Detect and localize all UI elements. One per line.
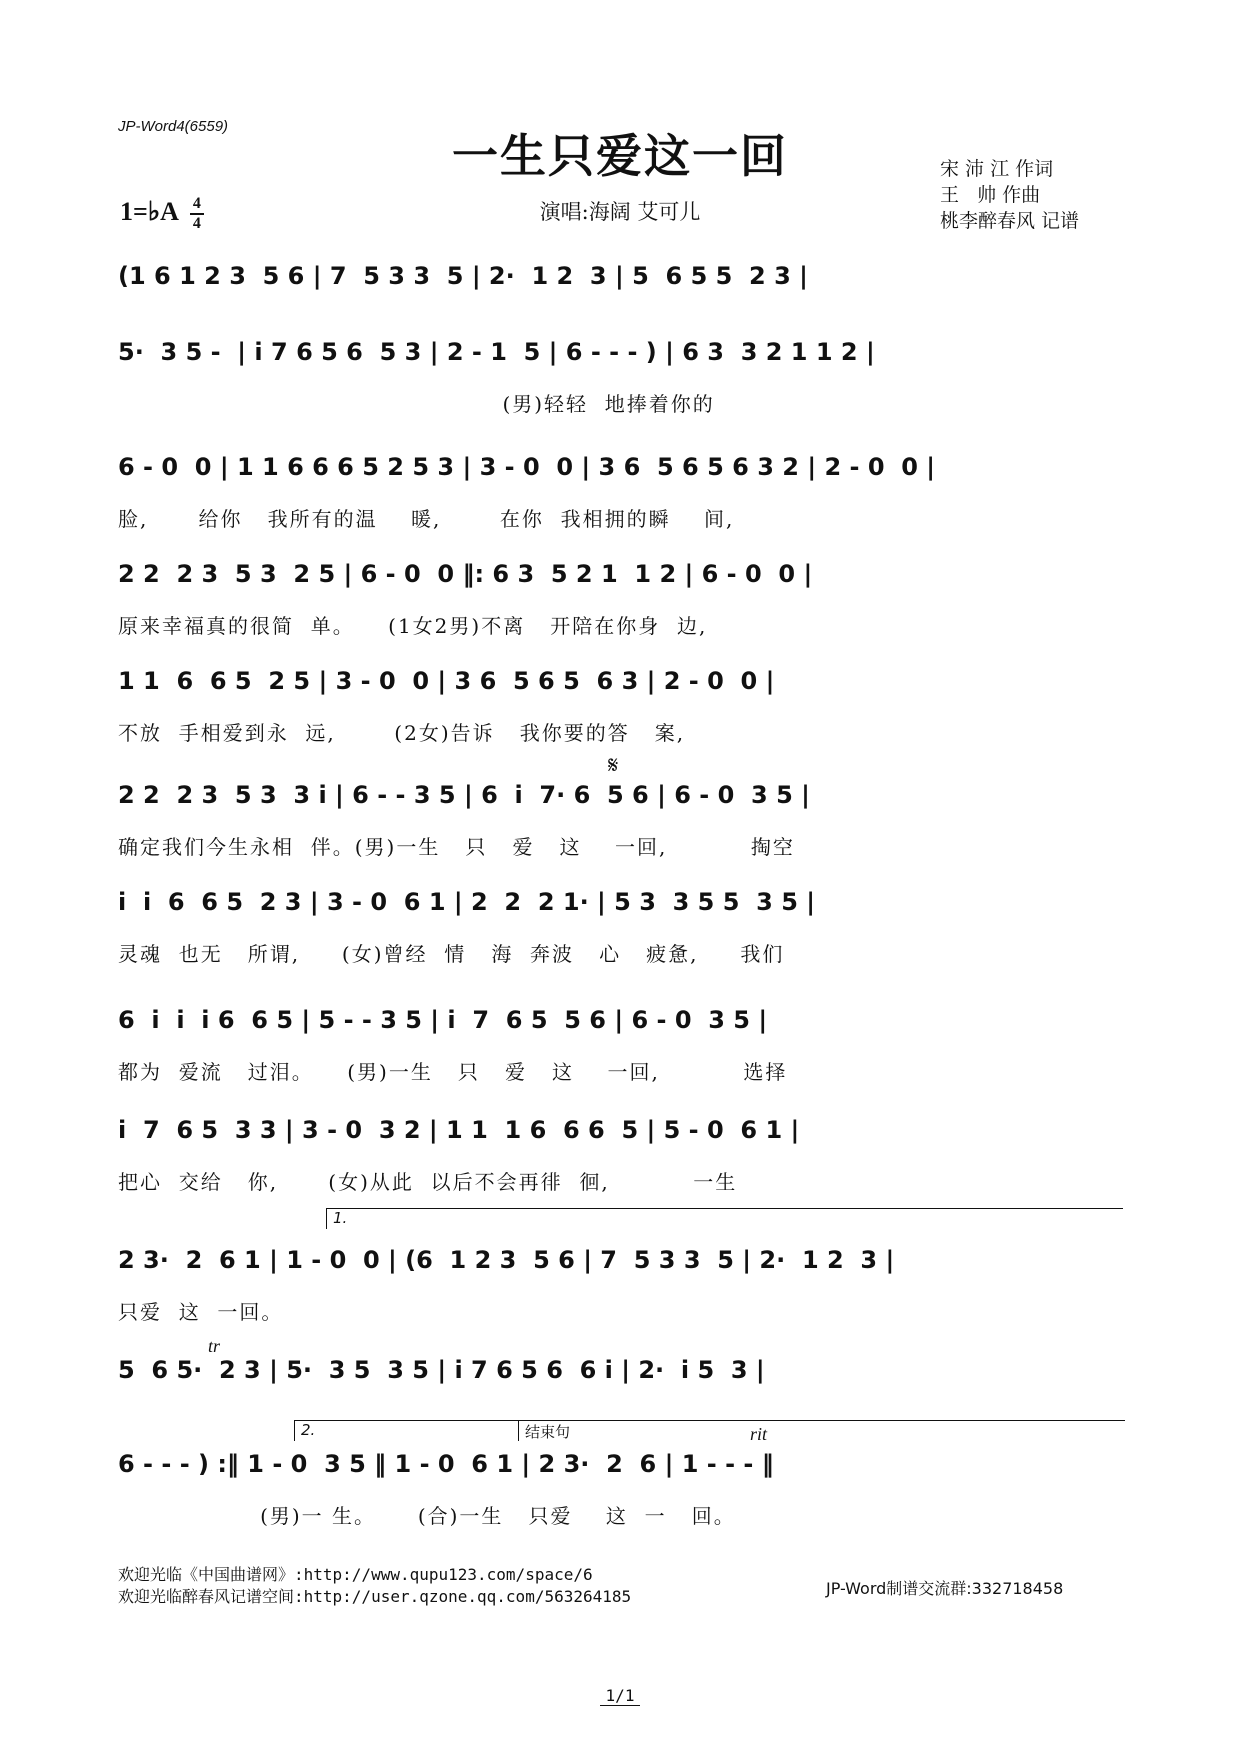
- singer-line: 演唱:海阔 艾可儿: [539, 200, 701, 224]
- notes: (1 6 1 2 3 5 6 | 7 5 3 3 5 | 2· 1 2 3 | 5 6 5 5 2 3 |: [118, 262, 808, 290]
- lyrics: 确定我们今生永相 伴。(男)一生 只 爱 这 一回, 掏空: [118, 835, 795, 859]
- notes: 5· 3 5 - | i 7 6 5 6 5 3 | 2 - 1 5 | 6 - - - ) | 6 3 3 2 1 1 2 |: [118, 338, 875, 366]
- software-label: JP-Word4(6559): [118, 118, 229, 135]
- transcriber: 桃李醉春风 记谱: [940, 210, 1080, 232]
- lyricist: 宋 沛 江 作词: [940, 158, 1054, 180]
- page-number: [0, 1686, 1240, 1705]
- trill-mark: tr: [208, 1336, 221, 1356]
- notes: i i 6 6 5 2 3 | 3 - 0 6 1 | 2 2 2 1· | 5 3 3 5 5 3 5 |: [118, 888, 816, 916]
- notes: 6 - 0 0 | 1 1 6 6 6 5 2 5 3 | 3 - 0 0 | 3 6 5 6 5 6 3 2 | 2 - 0 0 |: [118, 453, 936, 481]
- lyrics: 脸, 给你 我所有的温 暖, 在你 我相拥的瞬 间,: [118, 507, 735, 531]
- notes: 6 i i i 6 6 5 | 5 - - 3 5 | i 7 6 5 5 6 | 6 - 0 3 5 |: [118, 1006, 768, 1034]
- notes: 5 6 5· 2 3 | 5· 3 5 3 5 | i 7 6 5 6 6 i | 2· i 5 3 |: [118, 1356, 765, 1384]
- segno-mark: 𝄋: [608, 753, 619, 779]
- time-top: 4: [192, 195, 201, 212]
- key-text: 1=♭A: [120, 196, 178, 226]
- notes: 2 3· 2 6 1 | 1 - 0 0 | (6 1 2 3 5 6 | 7 5 3 3 5 | 2· 1 2 3 |: [118, 1246, 895, 1274]
- group-info: JP-Word制谱交流群:332718458: [826, 1579, 1064, 1598]
- notes: 6 - - - ) :‖ 1 - 0 3 5 ‖ 1 - 0 6 1 | 2 3· 2 6 | 1 - - - ‖: [118, 1450, 774, 1478]
- lyrics: (男)一 生。 (合)一生 只爱 这 一 回。: [118, 1504, 736, 1528]
- song-title: 一生只爱这一回: [452, 129, 788, 183]
- lyrics: 把心 交给 你, (女)从此 以后不会再徘 徊, 一生: [118, 1170, 738, 1194]
- lyrics: (男)轻轻 地捧着你的: [118, 392, 715, 416]
- notes: 2 2 2 3 5 3 3 i | 6 - - 3 5 | 6 i 7· 6 5 6 | 6 - 0 3 5 |: [118, 781, 810, 809]
- footer-links: [118, 1564, 631, 1608]
- notes: 1 1 6 6 5 2 5 | 3 - 0 0 | 3 6 5 6 5 6 3 | 2 - 0 0 |: [118, 667, 775, 695]
- lyrics: 都为 爱流 过泪。 (男)一生 只 爱 这 一回, 选择: [118, 1060, 788, 1084]
- ending-bracket: 结束句: [518, 1420, 1125, 1441]
- volta-1: 1.: [326, 1208, 1123, 1229]
- lyrics: 原来幸福真的很简 单。 (1女2男)不离 开陪在你身 边,: [118, 614, 708, 638]
- page-text: 1/1: [600, 1686, 641, 1706]
- footer-link-1: 欢迎光临《中国曲谱网》:http://www.qupu123.com/space/6: [118, 1565, 593, 1584]
- volta-2: 2.: [294, 1420, 521, 1441]
- lyrics: 灵魂 也无 所谓, (女)曾经 情 海 奔波 心 疲惫, 我们: [118, 942, 785, 966]
- lyrics: 只爱 这 一回。: [118, 1300, 284, 1324]
- credits: [940, 156, 1079, 234]
- notes: 2 2 2 3 5 3 2 5 | 6 - 0 0 ‖: 6 3 5 2 1 1 2 | 6 - 0 0 |: [118, 560, 813, 588]
- notes: i 7 6 5 3 3 | 3 - 0 3 2 | 1 1 1 6 6 6 5 | 5 - 0 6 1 |: [118, 1116, 800, 1144]
- time-bottom: 4: [192, 215, 201, 232]
- lyrics: 不放 手相爱到永 远, (2女)告诉 我你要的答 案,: [118, 721, 686, 745]
- composer: 王 帅 作曲: [940, 184, 1041, 206]
- footer-link-2: 欢迎光临醉春风记谱空间:http://user.qzone.qq.com/563264185: [118, 1587, 632, 1606]
- rit-mark: rit: [750, 1424, 768, 1444]
